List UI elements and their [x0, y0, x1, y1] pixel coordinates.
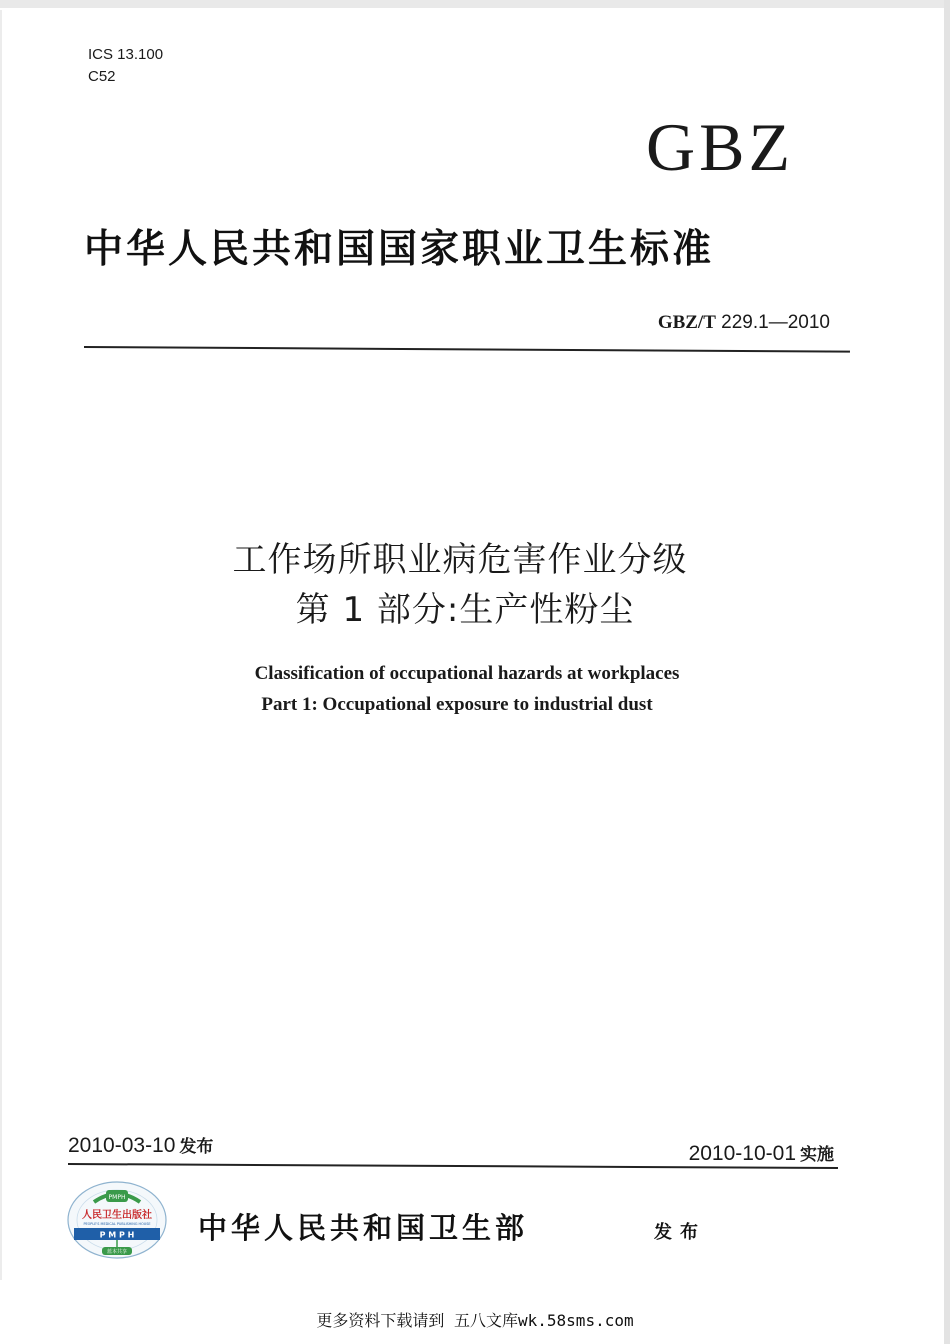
logo-name-cn: 人民卫生出版社 — [82, 1210, 152, 1221]
issue-date-label: 发布 — [179, 1137, 214, 1157]
standard-mark: GBZ — [646, 109, 794, 185]
ics-code: ICS 13.100 — [88, 46, 164, 63]
implementation-date-value: 2010-10-01 — [688, 1142, 796, 1165]
page-fold — [0, 10, 2, 1280]
footer-download-link[interactable]: 更多资料下载请到 五八文库wk.58sms.com — [316, 1311, 634, 1330]
publisher-logo — [66, 1180, 168, 1260]
logo-badge-text: 蓝本共享 — [106, 1249, 128, 1256]
chinese-title-line1: 工作场所职业病危害作业分级 — [232, 540, 688, 580]
national-standard-title: 中华人民共和国国家职业卫生标准 — [84, 227, 715, 272]
implementation-date-label: 实施 — [800, 1145, 834, 1165]
issuing-authority: 中华人民共和国卫生部 — [198, 1211, 529, 1245]
standard-number-prefix: GBZ/T — [657, 312, 716, 333]
chinese-title-line2: 第 1 部分:生产性粉尘 — [295, 590, 635, 630]
issue-date — [68, 1132, 213, 1158]
classification-codes — [88, 44, 163, 88]
logo-letters: P M P H — [99, 1230, 135, 1240]
header-divider — [84, 346, 850, 353]
standard-number — [658, 312, 830, 334]
ccs-code: C52 — [88, 68, 116, 85]
implementation-date — [689, 1140, 834, 1166]
page-edge-right — [944, 0, 950, 1344]
logo-name-en: PEOPLE'S MEDICAL PUBLISHING HOUSE — [83, 1222, 151, 1226]
standard-number-value: 229.1—2010 — [721, 312, 830, 333]
page-edge-top — [0, 0, 950, 8]
issue-date-value: 2010-03-10 — [68, 1134, 176, 1157]
english-title-line2: Part 1: Occupational exposure to industrial dust — [261, 694, 653, 715]
logo-seal-text: PMPH — [108, 1194, 126, 1201]
english-title-line1: Classification of occupational hazards at workplaces — [254, 663, 680, 684]
issuing-authority-suffix: 发布 — [654, 1222, 706, 1243]
